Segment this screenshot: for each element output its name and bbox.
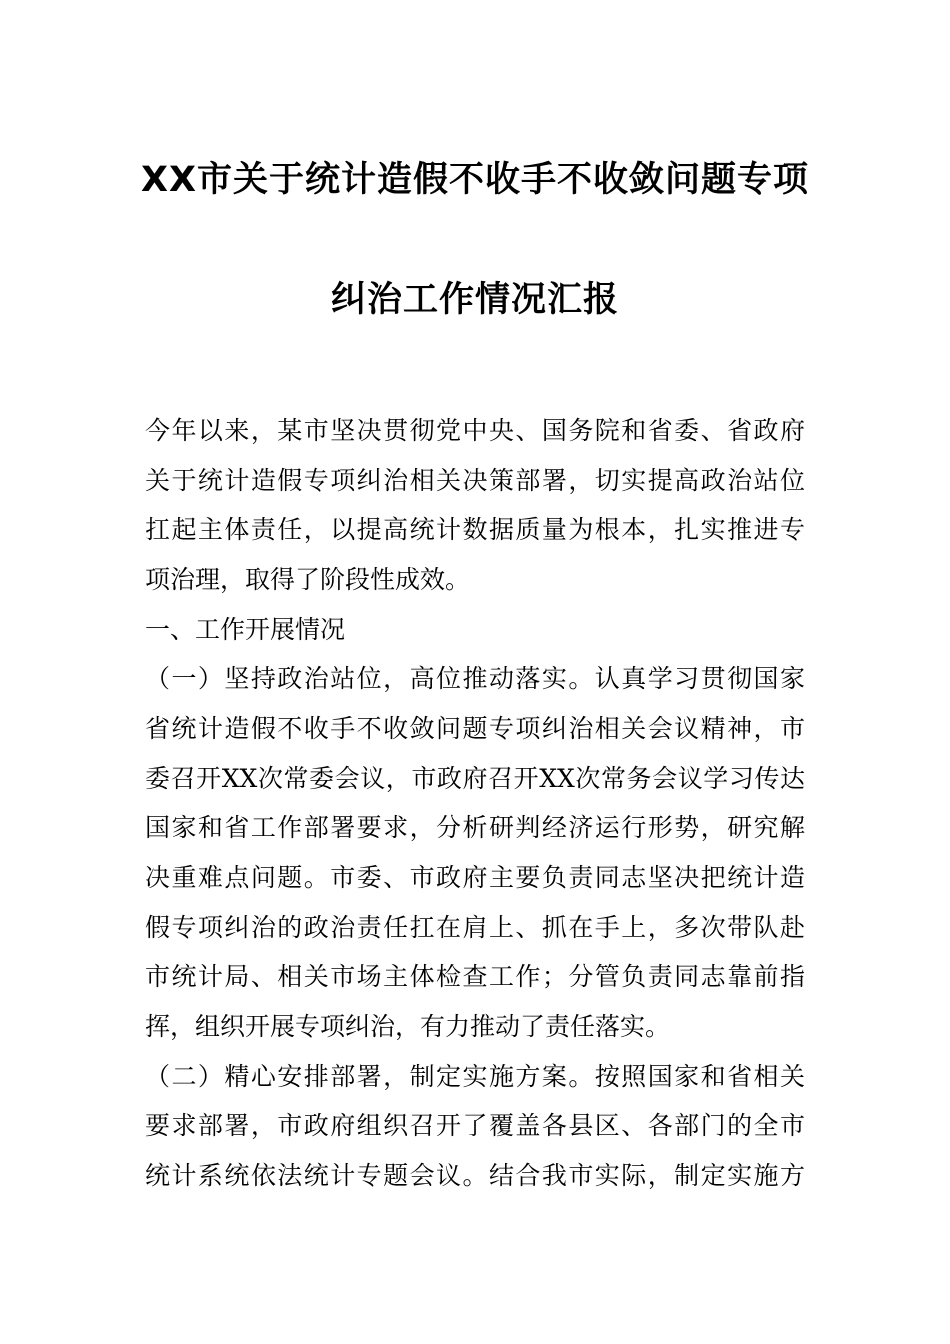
body-line: 要求部署，市政府组织召开了覆盖各县区、各部门的全市 <box>145 1111 805 1140</box>
document-title-line-1: XX市关于统计造假不收手不收敛问题专项 <box>141 160 809 200</box>
body-line: 国家和省工作部署要求，分析研判经济运行形势，研究解 <box>145 813 805 842</box>
section-heading: 一、工作开展情况 <box>145 615 346 644</box>
body-line: 统计系统依法统计专题会议。结合我市实际，制定实施方 <box>145 1161 805 1190</box>
body-line: 今年以来，某市坚决贯彻党中央、国务院和省委、省政府 <box>145 416 805 445</box>
body-line: 省统计造假不收手不收敛问题专项纠治相关会议精神，市 <box>145 714 805 743</box>
body-line: （二）精心安排部署，制定实施方案。按照国家和省相关 <box>145 1062 805 1091</box>
body-line: 关于统计造假专项纠治相关决策部署，切实提高政治站位 <box>145 466 805 495</box>
body-line: （一）坚持政治站位，高位推动落实。认真学习贯彻国家 <box>145 664 805 693</box>
body-line: 委召开XX次常委会议，市政府召开XX次常务会议学习传达 <box>145 764 805 793</box>
body-line: 扛起主体责任，以提高统计数据质量为根本，扎实推进专 <box>145 515 805 544</box>
document-title-line-2: 纠治工作情况汇报 <box>330 280 619 320</box>
body-line: 假专项纠治的政治责任扛在肩上、抓在手上，多次带队赴 <box>145 913 805 942</box>
body-line: 市统计局、相关市场主体检查工作；分管负责同志靠前指 <box>145 962 805 991</box>
body-line: 决重难点问题。市委、市政府主要负责同志坚决把统计造 <box>145 863 805 892</box>
body-line: 项治理，取得了阶段性成效。 <box>145 565 471 594</box>
body-line: 挥，组织开展专项纠治，有力推动了责任落实。 <box>145 1012 671 1041</box>
